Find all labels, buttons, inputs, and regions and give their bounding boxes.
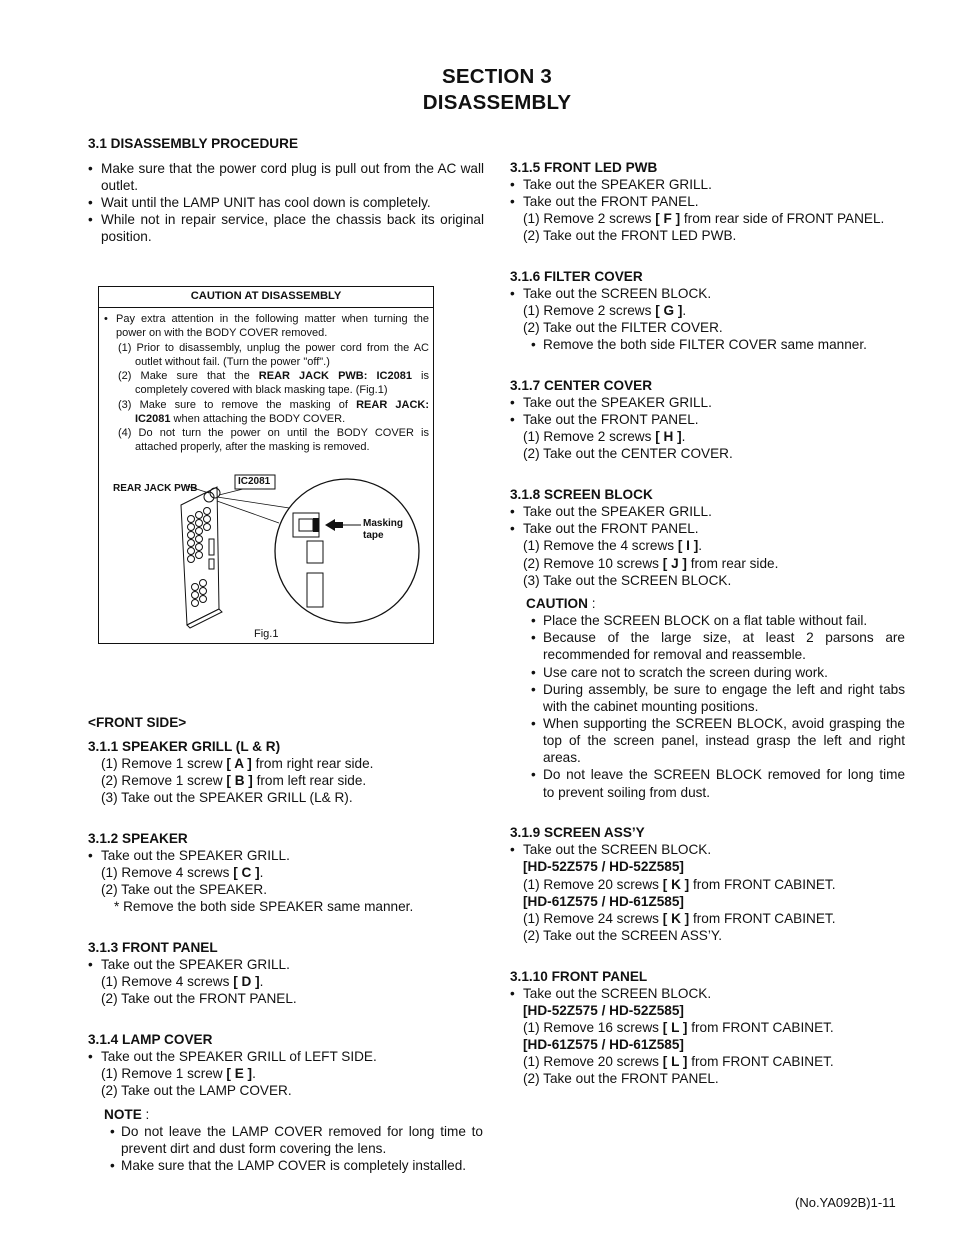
step-line: (1) Remove 20 screws [ K ] from FRONT CABINET. xyxy=(523,877,836,892)
model-label: [HD-61Z575 / HD-61Z585] xyxy=(523,894,684,909)
step-line: Take out the SPEAKER GRILL. xyxy=(523,395,712,410)
front-side-heading: <FRONT SIDE> xyxy=(88,715,187,730)
step-line: (1) Remove 2 screws [ G ]. xyxy=(523,303,687,318)
figure-caption: Fig.1 xyxy=(254,628,279,640)
step-line: (1) Remove 1 screw [ E ]. xyxy=(101,1066,256,1081)
step-line: (1) Remove 16 screws [ L ] from FRONT CABINET. xyxy=(523,1020,834,1035)
bullet: • xyxy=(110,1124,115,1139)
intro-line: outlet. xyxy=(101,178,139,193)
bullet: • xyxy=(88,161,93,176)
step-line: Take out the SPEAKER GRILL. xyxy=(101,848,290,863)
bullet: • xyxy=(88,212,93,227)
caution-item: Because of the large size, at least 2 parsons are xyxy=(543,630,905,645)
heading-3-1-7: 3.1.7 CENTER COVER xyxy=(510,378,653,393)
bullet: • xyxy=(531,767,536,782)
bullet: • xyxy=(531,682,536,697)
heading-3-1-1: 3.1.1 SPEAKER GRILL (L & R) xyxy=(88,739,281,754)
step-line: (2) Remove 1 screw [ B ] from left rear side. xyxy=(101,773,367,788)
step-line: (1) Remove the 4 screws [ I ]. xyxy=(523,538,703,553)
bullet: • xyxy=(510,412,515,427)
heading-3-1: 3.1 DISASSEMBLY PROCEDURE xyxy=(88,136,299,151)
caution-line: (1) Prior to disassembly, unplug the power cord from the AC xyxy=(118,342,429,354)
bullet: • xyxy=(88,1049,93,1064)
caution-item: Do not leave the SCREEN BLOCK removed for long time xyxy=(543,767,905,782)
step-line: (2) Take out the FRONT LED PWB. xyxy=(523,228,737,243)
section-subtitle: DISASSEMBLY xyxy=(422,91,572,114)
rear-jack-pwb-drawing xyxy=(181,487,222,628)
label-ic2081: IC2081 xyxy=(238,476,271,487)
note-line: prevent dirt and dust form covering the lens. xyxy=(121,1141,387,1156)
step-line: Take out the SPEAKER GRILL. xyxy=(523,177,712,192)
bullet: • xyxy=(110,1158,115,1173)
step-line: (1) Remove 4 screws [ D ]. xyxy=(101,974,264,989)
step-line: Take out the SCREEN BLOCK. xyxy=(523,842,712,857)
step-line: (2) Take out the FRONT PANEL. xyxy=(101,991,297,1006)
step-line: (2) Take out the SPEAKER. xyxy=(101,882,267,897)
note-line: Do not leave the LAMP COVER removed for long time to xyxy=(121,1124,483,1139)
caution-line: Pay extra attention in the following matter when turning the xyxy=(116,313,429,325)
step-line: (1) Remove 2 screws [ H ]. xyxy=(523,429,686,444)
step-line: (1) Remove 4 screws [ C ]. xyxy=(101,865,264,880)
step-line: (2) Take out the SCREEN ASS’Y. xyxy=(523,928,722,943)
step-line: Take out the SPEAKER GRILL. xyxy=(523,504,712,519)
caution-label: CAUTION : xyxy=(526,596,596,611)
step-line: (2) Take out the FILTER COVER. xyxy=(523,320,723,335)
step-line: Take out the SPEAKER GRILL of LEFT SIDE. xyxy=(101,1049,377,1064)
caution-line: (2) Make sure that the REAR JACK PWB: IC2081 is xyxy=(118,370,429,382)
step-line: (1) Remove 1 screw [ A ] from right rear side. xyxy=(101,756,374,771)
step-line: (2) Take out the LAMP COVER. xyxy=(101,1083,292,1098)
bullet: • xyxy=(510,194,515,209)
model-label: [HD-61Z575 / HD-61Z585] xyxy=(523,1037,684,1052)
bullet: • xyxy=(531,337,536,352)
bullet: • xyxy=(510,395,515,410)
bullet: • xyxy=(531,716,536,731)
intro-line: Make sure that the power cord plug is pull out from the AC wall xyxy=(101,161,484,176)
caution-box xyxy=(98,286,434,644)
step-line: Take out the FRONT PANEL. xyxy=(523,194,699,209)
caution-line: completely covered with black masking tape. (Fig.1) xyxy=(135,384,388,396)
heading-3-1-5: 3.1.5 FRONT LED PWB xyxy=(510,160,658,175)
caution-line: outlet without fail. (Turn the power "off".) xyxy=(135,356,330,368)
intro-line: While not in repair service, place the chassis back its original xyxy=(101,212,484,227)
step-line: (2) Remove 10 screws [ J ] from rear side. xyxy=(523,556,779,571)
step-line: Take out the FRONT PANEL. xyxy=(523,412,699,427)
magnifier-circle xyxy=(275,479,419,623)
heading-3-1-3: 3.1.3 FRONT PANEL xyxy=(88,940,218,955)
heading-3-1-8: 3.1.8 SCREEN BLOCK xyxy=(510,487,653,502)
heading-3-1-10: 3.1.10 FRONT PANEL xyxy=(510,969,648,984)
caution-item: areas. xyxy=(543,750,581,765)
bullet: • xyxy=(88,848,93,863)
bullet: • xyxy=(104,313,108,325)
heading-3-1-6: 3.1.6 FILTER COVER xyxy=(510,269,643,284)
heading-3-1-2: 3.1.2 SPEAKER xyxy=(88,831,188,846)
step-line: (2) Take out the FRONT PANEL. xyxy=(523,1071,719,1086)
caution-line: IC2081 when attaching the BODY COVER. xyxy=(135,413,346,425)
note-line: Make sure that the LAMP COVER is completely installed. xyxy=(121,1158,467,1173)
bullet: • xyxy=(510,177,515,192)
intro-line: Wait until the LAMP UNIT has cool down is completely. xyxy=(101,195,431,210)
model-label: [HD-52Z575 / HD-52Z585] xyxy=(523,859,684,874)
caution-item: top of the screen panel, instead grasp the left and right xyxy=(543,733,905,748)
caution-line: attached properly, after the masking is removed. xyxy=(135,441,370,453)
label-rear-jack-pwb: REAR JACK PWB xyxy=(113,483,198,494)
bullet: • xyxy=(510,986,515,1001)
caution-item: During assembly, be sure to engage the left and right tabs xyxy=(543,682,905,697)
caution-line: (3) Make sure to remove the masking of REAR JACK: xyxy=(118,399,430,411)
step-line: (3) Take out the SCREEN BLOCK. xyxy=(523,573,732,588)
caution-item: with the cabinet mounting positions. xyxy=(543,699,759,714)
caution-item: Place the SCREEN BLOCK on a flat table without fail. xyxy=(543,613,868,628)
step-line: Take out the SCREEN BLOCK. xyxy=(523,986,712,1001)
step-line: Remove the both side FILTER COVER same manner. xyxy=(543,337,867,352)
bullet: • xyxy=(510,286,515,301)
step-line: Take out the SPEAKER GRILL. xyxy=(101,957,290,972)
caution-title: CAUTION AT DISASSEMBLY xyxy=(99,287,433,308)
bullet: • xyxy=(531,613,536,628)
note-label: NOTE : xyxy=(104,1107,150,1122)
heading-3-1-9: 3.1.9 SCREEN ASS’Y xyxy=(510,825,645,840)
page-footer: (No.YA092B)1-11 xyxy=(795,1195,896,1210)
caution-line: (4) Do not turn the power on until the BODY COVER is xyxy=(118,427,429,439)
caution-item: Use care not to scratch the screen during work. xyxy=(543,665,828,680)
section-title: SECTION 3 xyxy=(441,65,552,88)
step-line: Take out the FRONT PANEL. xyxy=(523,521,699,536)
step-line: (3) Take out the SPEAKER GRILL (L& R). xyxy=(101,790,353,805)
fig1-illustration xyxy=(99,287,435,645)
intro-line: position. xyxy=(101,229,152,244)
bullet: • xyxy=(531,630,536,645)
bullet: • xyxy=(510,521,515,536)
label-tape: tape xyxy=(363,530,384,541)
caution-item: to prevent soiling from dust. xyxy=(543,785,710,800)
bullet: • xyxy=(88,957,93,972)
step-line: (1) Remove 2 screws [ F ] from rear side of FRONT PANEL. xyxy=(523,211,885,226)
caution-line: power on with the BODY COVER removed. xyxy=(116,327,328,339)
step-line: (1) Remove 20 screws [ L ] from FRONT CABINET. xyxy=(523,1054,834,1069)
caution-item: When supporting the SCREEN BLOCK, avoid grasping the xyxy=(543,716,905,731)
step-line: * Remove the both side SPEAKER same manner. xyxy=(114,899,414,914)
heading-3-1-4: 3.1.4 LAMP COVER xyxy=(88,1032,213,1047)
bullet: • xyxy=(510,842,515,857)
bullet: • xyxy=(88,195,93,210)
label-masking: Masking xyxy=(363,518,404,529)
caution-item: recommended for removal and reassemble. xyxy=(543,647,806,662)
step-line: (2) Take out the CENTER COVER. xyxy=(523,446,733,461)
bullet: • xyxy=(510,504,515,519)
bullet: • xyxy=(531,665,536,680)
model-label: [HD-52Z575 / HD-52Z585] xyxy=(523,1003,684,1018)
step-line: (1) Remove 24 screws [ K ] from FRONT CABINET. xyxy=(523,911,836,926)
step-line: Take out the SCREEN BLOCK. xyxy=(523,286,712,301)
